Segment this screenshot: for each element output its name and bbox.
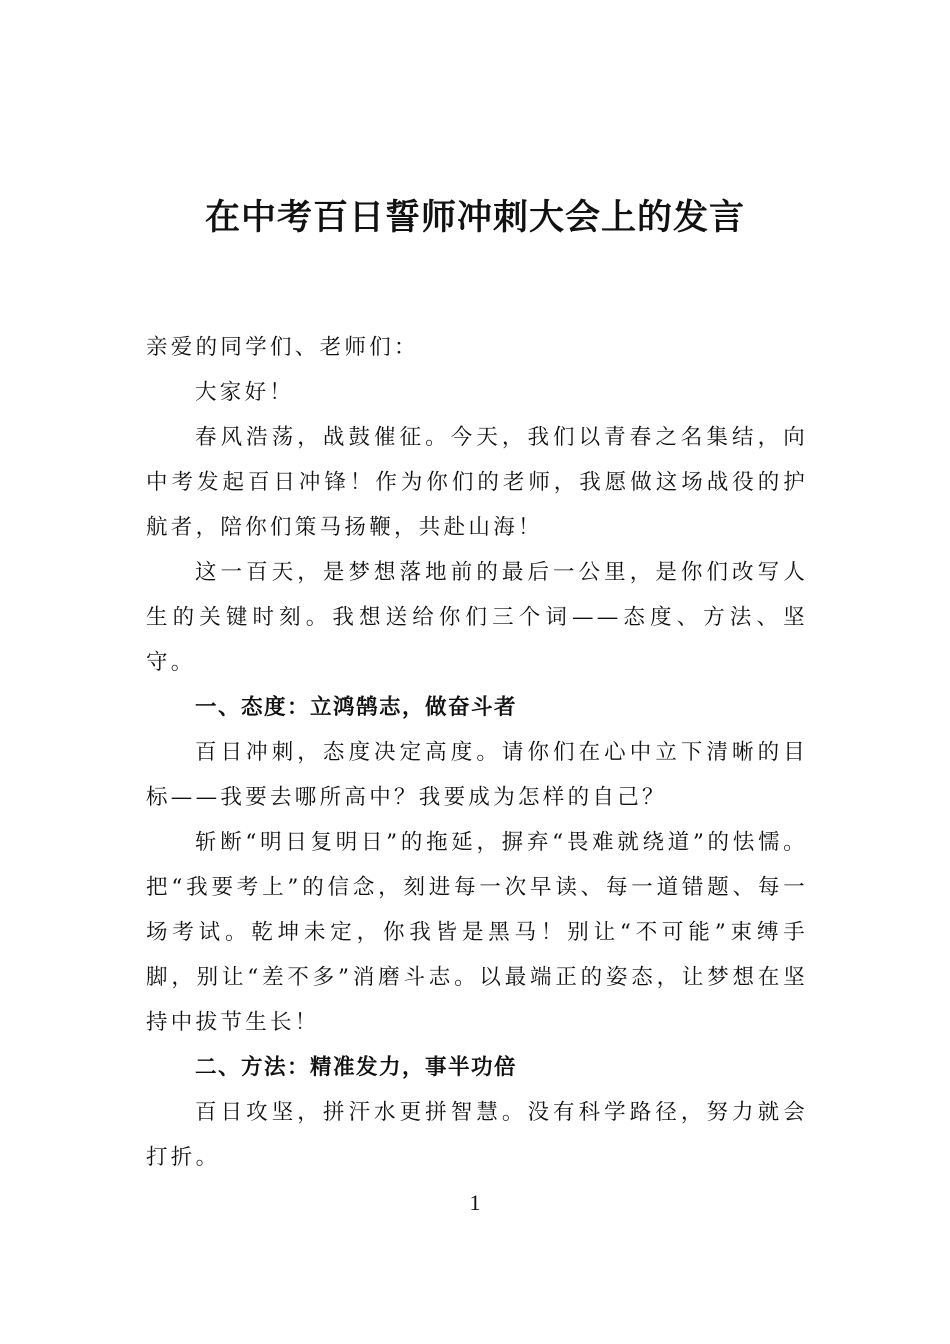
paragraph-method: 百日攻坚，拼汗水更拼智慧。没有科学路径，努力就会打折。 bbox=[146, 1100, 808, 1170]
document-title: 在中考百日誓师冲刺大会上的发言 bbox=[204, 197, 745, 238]
paragraph-attitude-action: 斩断“明日复明日”的拖延，摒弃“畏难就绕道”的怯懦。把“我要考上”的信念，刻进每一次早读、每一道错题、每一场考试。乾坤未定，你我皆是黑马！别让“不可能”束缚手脚，别让“差不多”消磨斗志。以最端正的姿态，让梦想在坚持中拔节生长！ bbox=[146, 830, 808, 1035]
paragraph-opening: 春风浩荡，战鼓催征。今天，我们以青春之名集结，向中考发起百日冲锋！作为你们的老师，我愿做这场战役的护航者，陪你们策马扬鞭，共赴山海！ bbox=[146, 425, 808, 540]
greeting: 大家好！ bbox=[195, 380, 295, 405]
page-number: 1 bbox=[469, 1190, 481, 1215]
paragraph-attitude-goal: 百日冲刺，态度决定高度。请你们在心中立下清晰的目标——我要去哪所高中？我要成为怎样的自己？ bbox=[146, 740, 808, 810]
section-heading-attitude: 一、态度：立鸿鹄志，做奋斗者 bbox=[195, 695, 518, 720]
salutation: 亲爱的同学们、老师们： bbox=[146, 335, 419, 360]
section-heading-method: 二、方法：精准发力，事半功倍 bbox=[195, 1055, 518, 1080]
paragraph-three-words: 这一百天，是梦想落地前的最后一公里，是你们改写人生的关键时刻。我想送给你们三个词——态度、方法、坚守。 bbox=[146, 560, 808, 675]
document-body bbox=[146, 325, 808, 1180]
